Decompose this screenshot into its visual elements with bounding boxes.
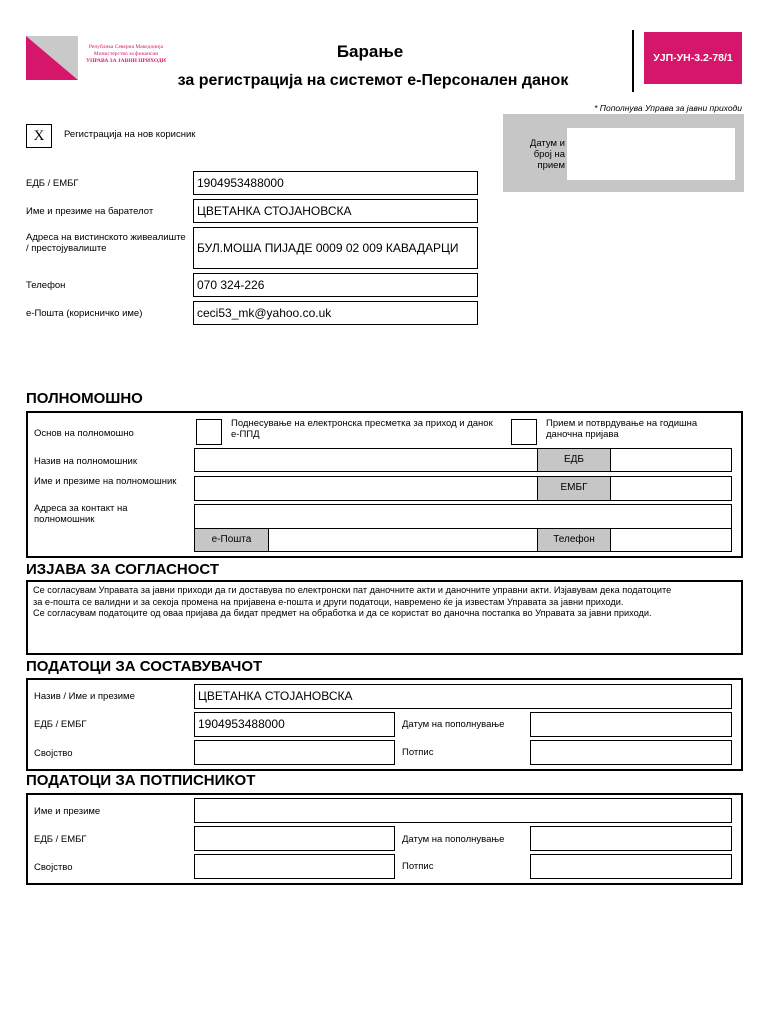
address-value: БУЛ.МОША ПИЈАДЕ 0009 02 009 КАВАДАРЦИ	[197, 241, 459, 255]
address-field[interactable]	[193, 227, 478, 269]
phone-label: Телефон	[26, 280, 66, 291]
phone-field[interactable]	[193, 273, 478, 297]
edb-value: 1904953488000	[197, 176, 284, 190]
composer-signature-label: Потпис	[402, 747, 434, 758]
composer-edb-value: 1904953488000	[198, 717, 285, 731]
composer-date-field[interactable]	[530, 712, 732, 737]
applicant-name-value: ЦВЕТАНКА СТОЈАНОВСКА	[197, 204, 352, 218]
consent-line-3: Се согласувам податоците од оваа пријава да бидат предмет на обработка и да се користат во даночна постапка во Управата за јавни приходи.	[33, 608, 652, 618]
form-code-badge	[644, 32, 742, 84]
composer-capacity-label: Својство	[34, 748, 73, 759]
applicant-name-label: Име и презиме на барателот	[26, 206, 154, 217]
logo-line-3: УПРАВА ЗА ЈАВНИ ПРИХОДИ	[86, 58, 166, 64]
annual-return-option-label	[546, 418, 697, 440]
signatory-capacity-field[interactable]	[194, 854, 395, 879]
eppd-option-line-1: Поднесување на електронска пресметка за приход и данок	[231, 418, 493, 429]
signatory-edb-field[interactable]	[194, 826, 395, 851]
address-label-line-2: / престојувалиште	[26, 243, 107, 254]
receipt-date-number-field[interactable]	[567, 128, 735, 180]
signatory-edb-label: ЕДБ / ЕМБГ	[34, 834, 87, 845]
edb-field[interactable]	[193, 171, 478, 195]
consent-text	[33, 585, 739, 620]
applicant-name-field[interactable]	[193, 199, 478, 223]
annual-return-option-line-1: Прием и потврдување на годишна	[546, 418, 698, 429]
proxy-name-field[interactable]	[194, 448, 538, 472]
form-code: УЈП-УН-3.2-78/1	[653, 52, 733, 64]
logo-text	[86, 44, 166, 65]
proxy-address-label-line-2: полномошник	[34, 514, 95, 525]
proxy-edb-field[interactable]	[610, 448, 732, 472]
annual-return-option-line-2: даночна пријава	[546, 429, 619, 440]
eppd-option-label	[231, 418, 493, 440]
receipt-label-line-2: број на	[533, 149, 565, 160]
composer-title: ПОДАТОЦИ ЗА СОСТАВУВАЧОТ	[26, 658, 263, 675]
proxy-embg-field[interactable]	[610, 476, 732, 501]
email-field[interactable]	[193, 301, 478, 325]
header-divider	[632, 30, 634, 92]
composer-name-field[interactable]	[194, 684, 732, 709]
composer-edb-label: ЕДБ / ЕМБГ	[34, 719, 87, 730]
page-title: Барање	[336, 42, 404, 61]
receipt-label-line-1: Датум и	[529, 138, 565, 149]
consent-title: ИЗЈАВА ЗА СОГЛАСНОСТ	[26, 561, 220, 578]
proxy-embg-label: ЕМБГ	[560, 482, 588, 493]
eppd-checkbox[interactable]	[196, 419, 222, 445]
proxy-address-field[interactable]	[194, 504, 732, 529]
logo-emblem-icon	[26, 36, 78, 80]
consent-line-1: Се согласувам Управата за јавни приходи да ги доставува по електронски пат даночните акти и даночните управни акти. Изјавувам дека податоците	[33, 585, 672, 595]
authorization-title: ПОЛНОМОШНО	[26, 390, 143, 407]
receipt-panel	[503, 114, 744, 192]
eppd-option-line-2: е-ППД	[231, 429, 260, 440]
signatory-signature-field[interactable]	[530, 854, 732, 879]
signatory-title: ПОДАТОЦИ ЗА ПОТПИСНИКОТ	[26, 772, 256, 789]
composer-date-label: Датум на пополнување	[402, 719, 505, 730]
proxy-name-label: Назив на полномошник	[34, 456, 137, 467]
proxy-phone-label-cell	[537, 528, 611, 552]
signatory-date-label: Датум на пополнување	[402, 834, 505, 845]
proxy-person-label: Име и презиме на полномошник	[34, 476, 177, 487]
logo-line-1: Република Северна Македонија	[88, 44, 164, 50]
consent-line-2: за е-пошта се валидни и за секоја промена на пријавена е-пошта и други податоци, навремено ќе ја известам Управата за јавни приходи.	[33, 596, 624, 607]
proxy-embg-label-cell	[537, 476, 611, 501]
proxy-address-label	[34, 503, 128, 525]
address-label	[26, 232, 186, 254]
signatory-signature-label: Потпис	[402, 861, 434, 872]
page-subtitle: за регистрација на системот е-Персонален данок	[177, 72, 569, 89]
new-user-checkbox[interactable]	[26, 124, 52, 148]
edb-label: ЕДБ / ЕМБГ	[26, 178, 79, 189]
new-user-label: Регистрација на нов корисник	[64, 129, 196, 140]
address-label-line-1: Адреса на вистинското живеалиште	[26, 232, 186, 243]
signatory-date-field[interactable]	[530, 826, 732, 851]
proxy-edb-label: ЕДБ	[563, 454, 584, 465]
logo	[26, 36, 78, 80]
checkbox-mark: X	[33, 128, 45, 144]
composer-signature-field[interactable]	[530, 740, 732, 765]
proxy-phone-field[interactable]	[610, 528, 732, 552]
signatory-name-label: Име и презиме	[34, 806, 101, 817]
authority-note: * Пополнува Управа за јавни приходи	[594, 103, 742, 113]
email-label: е-Пошта (корисничко име)	[26, 308, 143, 319]
receipt-label-line-3: прием	[537, 160, 565, 171]
annual-return-checkbox[interactable]	[511, 419, 537, 445]
receipt-label	[509, 138, 565, 171]
composer-name-value: ЦВЕТАНКА СТОЈАНОВСКА	[198, 689, 353, 703]
proxy-phone-label: Телефон	[553, 534, 595, 545]
composer-edb-field[interactable]	[194, 712, 395, 737]
email-value: ceci53_mk@yahoo.co.uk	[197, 306, 332, 320]
proxy-email-field[interactable]	[268, 528, 538, 552]
composer-capacity-field[interactable]	[194, 740, 395, 765]
signatory-capacity-label: Својство	[34, 862, 73, 873]
proxy-email-label-cell	[194, 528, 269, 552]
proxy-address-label-line-1: Адреса за контакт на	[34, 503, 128, 514]
composer-name-label: Назив / Име и презиме	[34, 691, 135, 702]
proxy-person-field[interactable]	[194, 476, 538, 501]
authorization-basis-label: Основ на полномошно	[34, 428, 134, 439]
proxy-email-label: е-Пошта	[211, 534, 252, 545]
proxy-edb-label-cell	[537, 448, 611, 472]
logo-line-2: Министерство за финансии	[93, 51, 159, 57]
phone-value: 070 324-226	[197, 278, 265, 292]
signatory-name-field[interactable]	[194, 798, 732, 823]
